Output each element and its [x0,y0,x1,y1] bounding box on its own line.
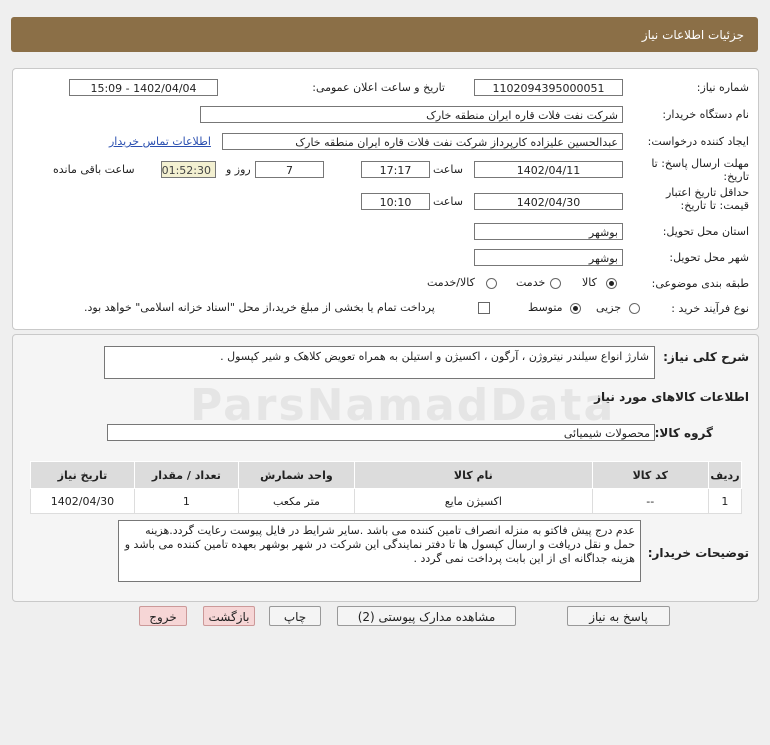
summary-label: شرح کلی نیاز: [663,350,749,364]
deadline-time-field: 17:17 [361,161,430,178]
goods-table [30,461,742,514]
cell-row: 1 [708,489,741,514]
remaining-timer: 01:52:30 [161,161,216,178]
deadline-label: مهلت ارسال پاسخ: تا تاریخ: [651,157,749,183]
treasury-payment-checkbox[interactable] [478,302,490,314]
process-medium-label: متوسط [528,301,563,314]
category-service-radio[interactable] [550,278,561,289]
back-button[interactable]: بازگشت [203,606,255,626]
col-name: نام کالا [355,462,593,489]
province-label: استان محل تحویل: [662,225,749,238]
summary-text: شارژ انواع سیلندر نیتروژن ، آرگون ، اکسیژن و استیلن به همراه تعویض کلاهک و شیر کپسول . [104,346,655,379]
cell-code: -- [592,489,708,514]
cell-unit: متر مکعب [238,489,354,514]
exit-button[interactable]: خروج [139,606,187,626]
validity-date-field: 1402/04/30 [474,193,623,210]
table-row [31,489,742,514]
validity-time-field: 10:10 [361,193,430,210]
validity-label: حداقل تاریخ اعتبار قیمت: تا تاریخ: [665,186,749,212]
col-row: ردیف [708,462,741,489]
process-minor-radio[interactable] [629,303,640,314]
process-minor-label: جزیی [596,301,622,314]
category-goods-radio[interactable] [606,278,617,289]
creator-field: عبدالحسین علیزاده کارپرداز شرکت نفت فلات قاره ایران منطقه خارک [222,133,623,150]
announce-label: تاریخ و ساعت اعلان عمومی: [312,81,445,94]
buyer-org-field: شرکت نفت فلات قاره ایران منطقه خارک [200,106,623,123]
goods-table-header [31,462,742,489]
category-goods-service-label: کالا/خدمت [427,276,475,289]
col-date: تاریخ نیاز [31,462,135,489]
process-label: نوع فرآیند خرید : [671,302,749,315]
city-field: بوشهر [474,249,623,266]
notes-text: عدم درج پیش فاکتو به منزله انصراف تامین کننده می باشد .سایر شرایط در فایل پیوست رعایت گردد.هزینه حمل و نقل دریافت و ارسال کپسول ها تا دفتر نمایندگی این شرکت در شهر بوشهر بعهده تامین کننده می باشد و هزینه جداگانه ای از این بابت پرداخت نمی گردد . [118,520,641,582]
announce-field: 1402/04/04 - 15:09 [69,79,218,96]
cell-name: اکسیژن مایع [355,489,593,514]
remaining-label: ساعت باقی مانده [53,163,135,176]
view-attachments-button[interactable]: مشاهده مدارک پیوستی (2) [337,606,516,626]
category-goods-service-radio[interactable] [486,278,497,289]
cell-date: 1402/04/30 [31,489,135,514]
notes-label: توضیحات خریدار: [647,546,749,560]
city-label: شهر محل تحویل: [669,251,749,264]
col-qty: تعداد / مقدار [134,462,238,489]
goods-group-field: محصولات شیمیائی [107,424,655,441]
print-button[interactable]: چاپ [269,606,321,626]
contact-info-link[interactable]: اطلاعات تماس خریدار [109,135,211,148]
creator-label: ایجاد کننده درخواست: [647,135,749,148]
col-unit: واحد شمارش [238,462,354,489]
treasury-payment-note: پرداخت تمام یا بخشی از مبلغ خرید،از محل "اسناد خزانه اسلامی" خواهد بود. [84,301,435,314]
process-medium-radio[interactable] [570,303,581,314]
goods-section-title: اطلاعات کالاهای مورد نیاز [594,390,749,404]
reply-button[interactable]: پاسخ به نیاز [567,606,670,626]
category-service-label: خدمت [516,276,546,289]
category-label: طبقه بندی موضوعی: [651,277,749,290]
page-header [11,17,758,52]
cell-qty: 1 [134,489,238,514]
province-field: بوشهر [474,223,623,240]
deadline-date-field: 1402/04/11 [474,161,623,178]
validity-time-label: ساعت [433,195,463,208]
goods-group-label: گروه کالا: [654,426,713,440]
need-number-label: شماره نیاز: [696,81,749,94]
days-field: 7 [255,161,324,178]
col-code: کد کالا [592,462,708,489]
deadline-time-label: ساعت [433,163,463,176]
category-goods-label: کالا [582,276,597,289]
buyer-org-label: نام دستگاه خریدار: [662,108,749,121]
days-label: روز و [226,163,251,176]
page-title: جزئیات اطلاعات نیاز [641,28,744,42]
need-number-field: 1102094395000051 [474,79,623,96]
